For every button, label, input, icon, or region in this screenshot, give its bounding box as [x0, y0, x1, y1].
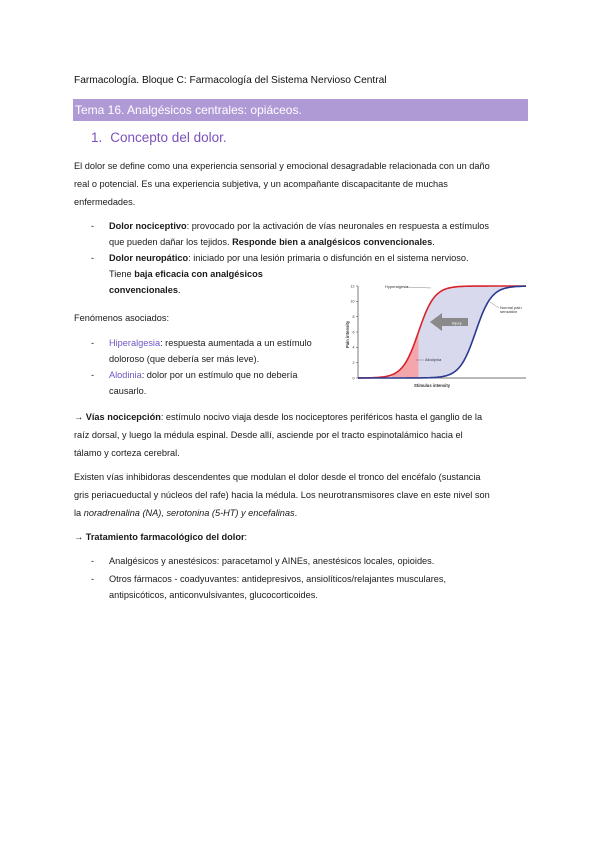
- injury-label: Injury: [452, 320, 462, 326]
- allodynia-region: [392, 332, 419, 378]
- y-axis-label: Pain intensity: [345, 320, 350, 348]
- neuropathic-strong-b: convencionales: [109, 285, 178, 295]
- treatment-title: [74, 528, 247, 546]
- section-title: Concepto del dolor.: [110, 130, 227, 145]
- neuropathic-strong-a: baja eficacia con analgésicos: [134, 269, 263, 279]
- y-tick-label: 10: [350, 299, 355, 304]
- inhibitory-line-3: [74, 504, 297, 522]
- treatment-colon: :: [244, 532, 248, 542]
- hyperalgesia-leader: [406, 287, 431, 288]
- pathways-text-a: : estímulo nocivo viaja desde los nociceptores periféricos hasta el ganglio de la: [160, 412, 483, 422]
- list-dash: -: [91, 574, 95, 584]
- treatment-item-2-line-1: Otros fármacos - coadyuvantes: antidepresivos, ansiolíticos/relajantes musculares,: [109, 574, 447, 584]
- y-tick-label: 4: [352, 345, 355, 350]
- hyperalgesia-annotation: Hyperalgesia: [385, 284, 409, 289]
- nociceptive-text-b: que pueden dañar los tejidos.: [109, 237, 233, 247]
- inhibitory-line-2: gris periacueductal y núcleos del rafe) hacia la médula. Los neurotransmisores clave en este nivel son: [74, 490, 490, 500]
- allodynia-term: Alodinia: [109, 370, 142, 380]
- y-tick-label: 6: [352, 330, 355, 335]
- list-dash: -: [91, 221, 95, 231]
- inhibitory-line-1: Existen vías inhibidoras descendentes que modulan el dolor desde el tronco del encéfalo (sustancia: [74, 472, 481, 482]
- neuropathic-line-3: [109, 281, 181, 299]
- treatment-item-2-line-2: antipsicóticos, anticonvulsivantes, glucocorticoides.: [109, 590, 318, 600]
- nociceptive-term: Dolor nociceptivo: [109, 221, 187, 231]
- hyperalgesia-line-2: doloroso (que debería ser más leve).: [109, 354, 260, 364]
- allodynia-line-2: causarlo.: [109, 386, 147, 396]
- y-tick-label: 8: [352, 314, 355, 319]
- intro-line-3: enfermedades.: [74, 197, 136, 207]
- allodynia-annotation: Allodynia: [425, 357, 442, 362]
- neuropathic-text-b: Tiene: [109, 269, 135, 279]
- neuropathic-text-a: : iniciado por una lesión primaria o disfunción en el sistema nervioso.: [188, 253, 469, 263]
- arrow-icon: →: [74, 412, 84, 422]
- neuropathic-end: .: [177, 285, 181, 295]
- nociceptive-end: .: [432, 237, 435, 247]
- treatment-title-text: Tratamiento farmacológico del dolor: [85, 532, 245, 542]
- pain-intensity-chart: [330, 278, 530, 394]
- shaded-region: [358, 286, 526, 378]
- arrow-icon: →: [74, 532, 84, 542]
- x-axis-label: Stimulus intensity: [414, 383, 451, 388]
- phenomena-title: Fenómenos asociados:: [74, 313, 169, 323]
- hyperalgesia-text-a: : respuesta aumentada a un estímulo: [160, 338, 312, 348]
- pathways-line-3: tálamo y corteza cerebral.: [74, 448, 180, 458]
- inhibitory-end: .: [294, 508, 298, 518]
- y-tick-label: 0: [352, 376, 355, 381]
- nociceptive-strong: Responde bien a analgésicos convencionales: [232, 237, 433, 247]
- hyperalgesia-term: Hiperalgesia: [109, 338, 161, 348]
- list-dash: -: [91, 253, 95, 263]
- y-tick-label: 2: [352, 360, 355, 365]
- section-heading: [91, 130, 227, 145]
- pathways-line-1: [74, 408, 482, 426]
- nociceptive-text-a: : provocado por la activación de vías neuronales en respuesta a estímulos: [186, 221, 489, 231]
- neuropathic-term: Dolor neuropático: [109, 253, 189, 263]
- intro-line-2: real o potencial. Es una experiencia subjetiva, y un acompañante discapacitante de muchas: [74, 179, 448, 189]
- topic-title-banner: Tema 16. Analgésicos centrales: opiáceos.: [73, 99, 528, 121]
- list-dash: -: [91, 556, 95, 566]
- normal-annotation-line-1: Normal pain: [500, 305, 522, 310]
- running-title: Farmacología. Bloque C: Farmacología del Sistema Nervioso Central: [74, 75, 387, 86]
- allodynia-text-a: : dolor por un estímulo que no debería: [141, 370, 298, 380]
- list-dash: -: [91, 338, 95, 348]
- normal-annotation-line-2: sensation: [500, 309, 518, 314]
- normal-leader: [490, 302, 499, 308]
- neurotransmitters: noradrenalina (NA), serotonina (5-HT) y encefalinas: [83, 508, 295, 518]
- list-dash: -: [91, 370, 95, 380]
- inhibitory-pre: la: [74, 508, 84, 518]
- treatment-item-1: Analgésicos y anestésicos: paracetamol y AINEs, anestésicos locales, opioides.: [109, 556, 435, 566]
- intro-line-1: El dolor se define como una experiencia sensorial y emocional desagradable relacionada con un daño: [74, 161, 490, 171]
- pathways-term: Vías nocicepción: [85, 412, 161, 422]
- section-number: 1.: [91, 130, 103, 145]
- pathways-line-2: raíz dorsal, y luego la médula espinal. Desde allí, asciende por el tracto espinotalámico hacia el: [74, 430, 463, 440]
- y-tick-label: 12: [350, 284, 355, 289]
